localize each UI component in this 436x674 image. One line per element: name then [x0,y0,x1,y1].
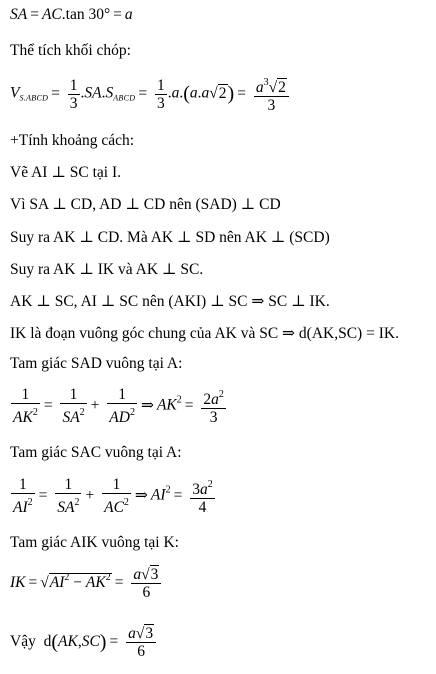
text-step-1: Vẽ AI ⊥ SC tại I. [10,164,122,181]
text-triangle-sad: Tam giác SAD vuông tại A: [10,355,183,372]
text-step-4: Suy ra AK ⊥ IK và AK ⊥ SC. [10,261,204,278]
text-distance-heading: +Tính khoảng cách: [10,132,135,149]
text-triangle-sac: Tam giác SAC vuông tại A: [10,444,182,461]
eq-conclusion: Vậy d(AK,SC) = $\frac{a√3}{6}$ [10,625,157,660]
text-volume-heading: Thể tích khối chóp: [10,42,131,59]
eq-ak-squared: $\frac{1}{AK^2}$ = $\frac{1}{SA^2}$ + $\frac{1}{AD^2}$ ⇒ $AK^2$ = $\frac{2a^2}{3}$ [13,386,224,426]
text-step-3: Suy ra AK ⊥ CD. Mà AK ⊥ SD nên AK ⊥ (SCD) [10,229,330,246]
eq-ai-squared: $\frac{1}{AI^2}$ = $\frac{1}{SA^2}$ + $\frac{1}{AC^2}$ ⇒ $AI^2$ = $\frac{3a^2}{4}$ [13,476,213,516]
text-step-5: AK ⊥ SC, AI ⊥ SC nên (AKI) ⊥ SC ⇒ SC ⊥ IK. [10,293,330,310]
text-triangle-aik: Tam giác AIK vuông tại K: [10,534,179,551]
conclusion-prefix: Vậy [10,633,36,651]
text-step-6: IK là đoạn vuông góc chung của AK và SC ⇒ d(AK,SC) = IK. [10,325,399,342]
text-step-2: Vì SA ⊥ CD, AD ⊥ CD nên (SAD) ⊥ CD [10,196,281,213]
eq-sa-value: SA = AC.tan 30° = a [10,6,133,23]
eq-volume: VS.ABCD = $\frac{1}{3}$ .SA.SABCD = $\frac{1}{3}$ .a.(a.a√2) = $\frac{a^3√2}{3}$ [10,74,290,114]
eq-ik: IK = $√AI^2 - AK^2$ = $\frac{a√3}{6}$ [10,566,162,601]
